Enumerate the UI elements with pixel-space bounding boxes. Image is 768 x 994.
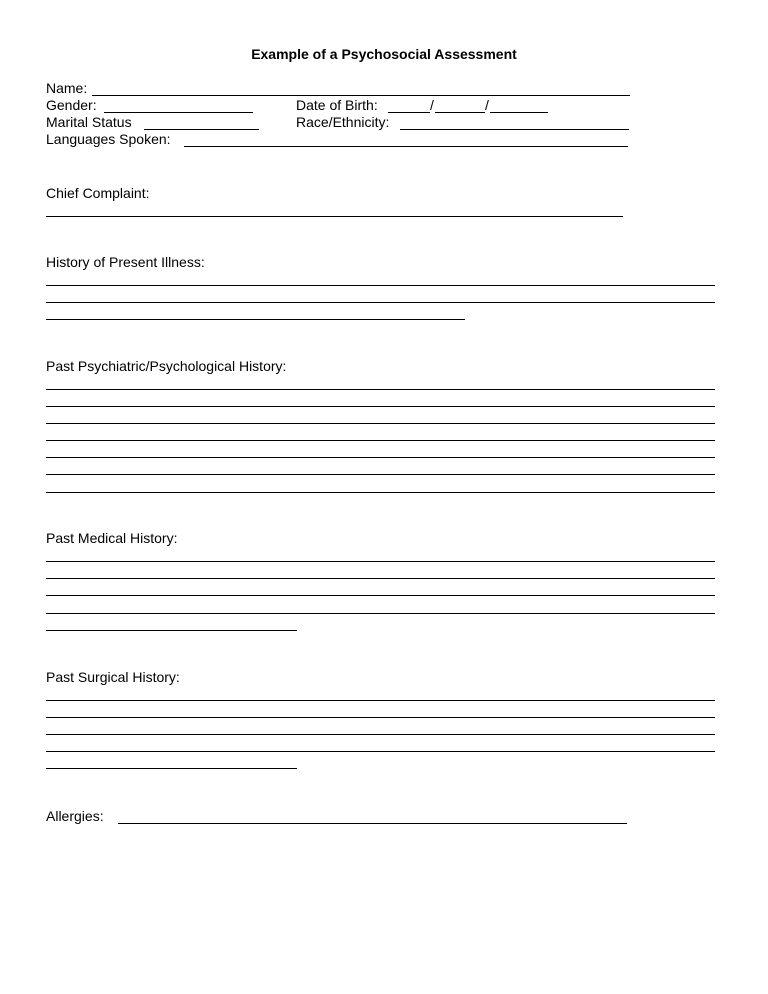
dob-label: Date of Birth: (296, 97, 378, 113)
chief-complaint-label: Chief Complaint: (46, 185, 150, 201)
present-illness-line[interactable] (46, 302, 715, 303)
psychiatric-history-label: Past Psychiatric/Psychological History: (46, 358, 287, 374)
dob-separator: / (430, 97, 434, 113)
marital-status-label: Marital Status (46, 114, 132, 130)
gender-field[interactable] (104, 112, 253, 113)
allergies-field[interactable] (118, 823, 627, 824)
medical-history-line[interactable] (46, 561, 715, 562)
medical-history-line[interactable] (46, 595, 715, 596)
chief-complaint-line[interactable] (46, 216, 623, 217)
name-field[interactable] (92, 95, 630, 96)
psychiatric-history-line[interactable] (46, 423, 715, 424)
psychiatric-history-line[interactable] (46, 389, 715, 390)
languages-label: Languages Spoken: (46, 131, 171, 147)
name-label: Name: (46, 80, 88, 96)
psychiatric-history-line[interactable] (46, 474, 715, 475)
psychiatric-history-line[interactable] (46, 440, 715, 441)
languages-field[interactable] (184, 146, 628, 147)
surgical-history-line[interactable] (46, 751, 715, 752)
form-title: Example of a Psychosocial Assessment (251, 46, 517, 62)
dob-day-field[interactable] (435, 112, 485, 113)
present-illness-line[interactable] (46, 319, 465, 320)
medical-history-line[interactable] (46, 613, 715, 614)
gender-label: Gender: (46, 97, 97, 113)
present-illness-line[interactable] (46, 285, 715, 286)
race-ethnicity-label: Race/Ethnicity: (296, 114, 390, 130)
allergies-label: Allergies: (46, 808, 104, 824)
surgical-history-line[interactable] (46, 768, 297, 769)
present-illness-label: History of Present Illness: (46, 254, 205, 270)
medical-history-line[interactable] (46, 578, 715, 579)
marital-status-field[interactable] (144, 129, 259, 130)
psychiatric-history-line[interactable] (46, 406, 715, 407)
race-ethnicity-field[interactable] (400, 129, 629, 130)
dob-month-field[interactable] (388, 112, 430, 113)
psychiatric-history-line[interactable] (46, 457, 715, 458)
surgical-history-line[interactable] (46, 734, 715, 735)
surgical-history-line[interactable] (46, 717, 715, 718)
dob-separator: / (485, 97, 489, 113)
surgical-history-line[interactable] (46, 700, 715, 701)
medical-history-label: Past Medical History: (46, 530, 178, 546)
surgical-history-label: Past Surgical History: (46, 669, 180, 685)
psychiatric-history-line[interactable] (46, 492, 715, 493)
dob-year-field[interactable] (490, 112, 548, 113)
medical-history-line[interactable] (46, 630, 297, 631)
